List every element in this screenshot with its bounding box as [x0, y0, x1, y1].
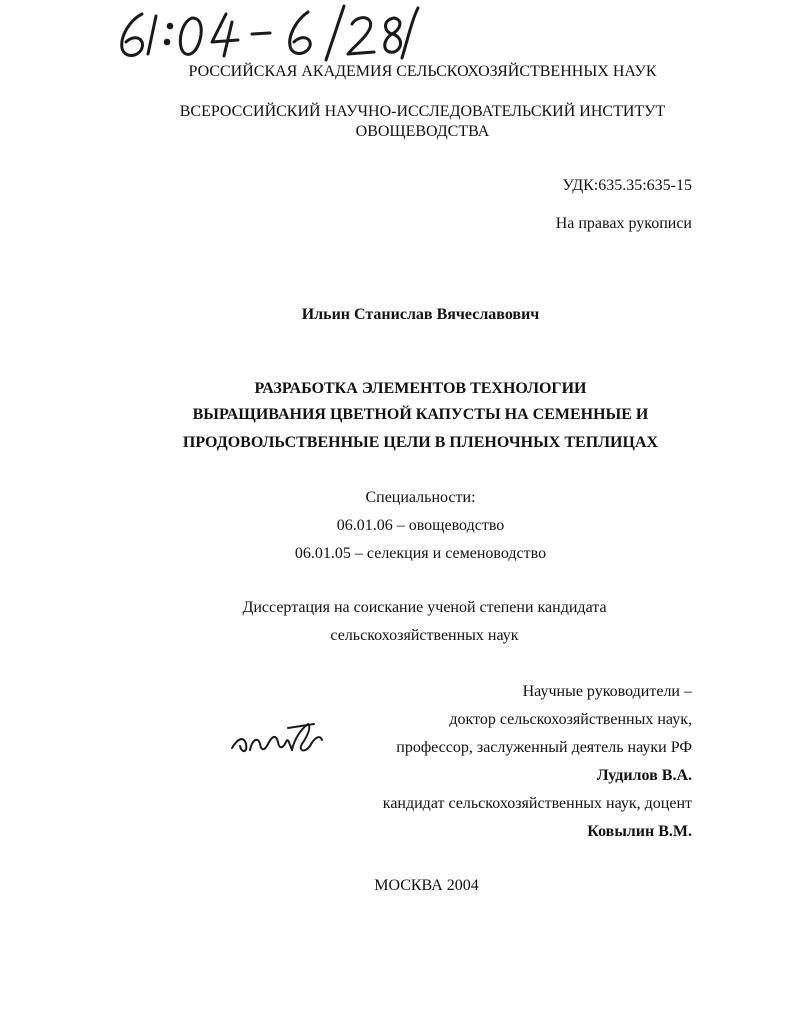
supervisor-1-title: профессор, заслуженный деятель науки РФ [396, 739, 692, 756]
handwritten-archive-code [112, 0, 442, 66]
supervisors-label: Научные руководители – [522, 683, 692, 700]
dissertation-title-line-3: ПРОДОВОЛЬСТВЕННЫЕ ЦЕЛИ В ПЛЕНОЧНЫХ ТЕПЛИЦАХ [182, 434, 659, 451]
degree-statement-line-1: Диссертация на соискание ученой степени кандидата [242, 599, 607, 616]
academy-name: РОССИЙСКАЯ АКАДЕМИЯ СЕЛЬСКОХОЗЯЙСТВЕННЫХ НАУК [188, 63, 657, 80]
city-and-year: МОСКВА 2004 [374, 877, 479, 894]
institute-name-line-2: ОВОЩЕВОДСТВА [355, 123, 490, 140]
manuscript-rights-note: На правах рукописи [555, 215, 692, 232]
handwritten-signature [228, 716, 324, 764]
udk-code: УДК:635.35:635-15 [562, 177, 692, 194]
supervisor-2-name: Ковылин В.М. [587, 823, 692, 840]
dissertation-title-line-2: ВЫРАЩИВАНИЯ ЦВЕТНОЙ КАПУСТЫ НА СЕМЕННЫЕ И [192, 406, 649, 423]
author-name: Ильин Станислав Вячеславович [301, 306, 540, 323]
degree-statement-line-2: сельскохозяйственных наук [330, 627, 519, 644]
dissertation-title-line-1: РАЗРАБОТКА ЭЛЕМЕНТОВ ТЕХНОЛОГИИ [254, 380, 587, 397]
specialty-item: 06.01.05 – селекция и семеноводство [294, 545, 547, 562]
institute-name-line-1: ВСЕРОССИЙСКИЙ НАУЧНО-ИССЛЕДОВАТЕЛЬСКИЙ ИНСТИТУТ [179, 103, 666, 120]
specialty-item: 06.01.06 – овощеводство [336, 517, 505, 534]
supervisor-1-degree: доктор сельскохозяйственных наук, [449, 711, 692, 728]
supervisor-1-name: Лудилов В.А. [596, 767, 692, 784]
supervisor-2-degree: кандидат сельскохозяйственных наук, доцент [382, 795, 692, 812]
specialties-label: Специальности: [365, 489, 476, 506]
